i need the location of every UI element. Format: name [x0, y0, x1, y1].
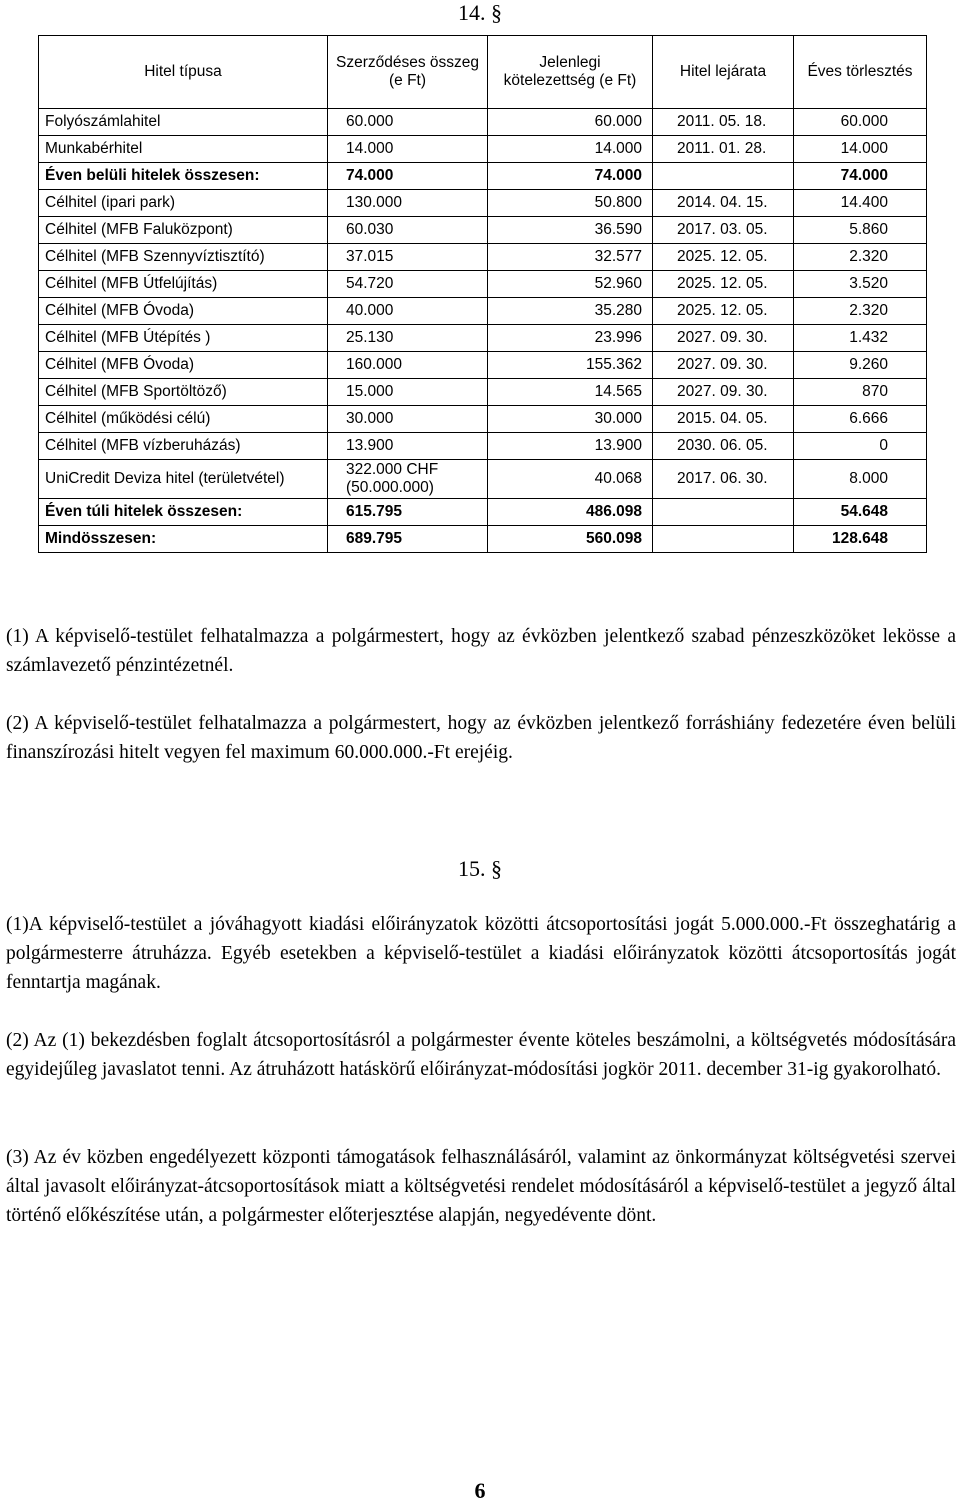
cell-annual-repayment: 2.320	[794, 244, 927, 271]
table-row	[39, 433, 927, 460]
table-row	[39, 352, 927, 379]
cell-loan-type: Munkabérhitel	[39, 136, 328, 163]
table-row	[39, 526, 927, 553]
cell-loan-type: Mindösszesen:	[39, 526, 328, 553]
cell-contract-amount: 54.720	[328, 271, 488, 298]
cell-annual-repayment: 128.648	[794, 526, 927, 553]
cell-loan-type: Célhitel (MFB Sportöltöző)	[39, 379, 328, 406]
cell-maturity: 2011. 05. 18.	[653, 109, 794, 136]
loan-table	[38, 35, 927, 553]
paragraph-15-1: (1)A képviselő-testület a jóváhagyott kiadási előirányzatok közötti átcsoportosítási jogát 5.000.000.-Ft összeghatárig a polgármesterre átruházza. Egyéb esetekben a képviselő-testület a kiadási előirányzatok közötti átcsoportosítás jogát fenntartja magának.	[6, 914, 956, 993]
cell-contract-amount: 13.900	[328, 433, 488, 460]
cell-annual-repayment: 9.260	[794, 352, 927, 379]
header-maturity: Hitel lejárata	[653, 36, 794, 109]
cell-maturity: 2027. 09. 30.	[653, 352, 794, 379]
paragraph-15-2: (2) Az (1) bekezdésben foglalt átcsoportosításról a polgármester évente köteles beszámolni, a költségvetés módosítására egyidejűleg javaslatot tenni. Az átruházott hatáskörű előirányzat-módosítási jogkör 2011. december 31-ig gyakorolható.	[6, 1030, 956, 1080]
cell-current-liability: 14.565	[488, 379, 653, 406]
cell-annual-repayment: 74.000	[794, 163, 927, 190]
table-row	[39, 271, 927, 298]
cell-annual-repayment: 5.860	[794, 217, 927, 244]
cell-contract-amount: 15.000	[328, 379, 488, 406]
cell-annual-repayment: 14.000	[794, 136, 927, 163]
cell-maturity: 2027. 09. 30.	[653, 325, 794, 352]
table-row	[39, 298, 927, 325]
cell-contract-amount: 74.000	[328, 163, 488, 190]
table-row	[39, 406, 927, 433]
table-row	[39, 136, 927, 163]
cell-maturity: 2025. 12. 05.	[653, 271, 794, 298]
cell-current-liability: 52.960	[488, 271, 653, 298]
page-number: 6	[474, 1478, 486, 1503]
table-body	[39, 109, 927, 553]
cell-current-liability: 13.900	[488, 433, 653, 460]
paragraph-15-3: (3) Az év közben engedélyezett központi támogatások felhasználásáról, valamint az önkormányzat költségvetési szervei által javasolt előirányzat-átcsoportosítások miatt a költségvetési rendelet módosításáról a képviselő-testület a jegyző által történő előkészítése után, a polgármester előterjesztése alapján, negyedévente dönt.	[6, 1147, 956, 1226]
paragraph-14-2: (2) A képviselő-testület felhatalmazza a polgármestert, hogy az évközben jelentkező forráshiány fedezetére éven belüli finanszírozási hitelt vegyen fel maximum 60.000.000.-Ft erejéig.	[6, 713, 956, 763]
cell-current-liability: 36.590	[488, 217, 653, 244]
table-row	[39, 379, 927, 406]
cell-current-liability: 35.280	[488, 298, 653, 325]
cell-loan-type: UniCredit Deviza hitel (területvétel)	[39, 460, 328, 499]
cell-loan-type: Célhitel (MFB Óvoda)	[39, 298, 328, 325]
section-15-heading: 15. §	[458, 856, 502, 881]
cell-contract-amount: 14.000	[328, 136, 488, 163]
cell-contract-amount: 322.000 CHF (50.000.000)	[328, 460, 488, 499]
cell-annual-repayment: 1.432	[794, 325, 927, 352]
header-annual-repayment: Éves törlesztés	[794, 36, 927, 109]
table-header-row	[39, 36, 927, 109]
cell-current-liability: 60.000	[488, 109, 653, 136]
cell-maturity: 2017. 06. 30.	[653, 460, 794, 499]
cell-contract-amount: 60.030	[328, 217, 488, 244]
cell-maturity	[653, 163, 794, 190]
cell-maturity: 2015. 04. 05.	[653, 406, 794, 433]
cell-annual-repayment: 2.320	[794, 298, 927, 325]
cell-maturity	[653, 526, 794, 553]
cell-maturity: 2017. 03. 05.	[653, 217, 794, 244]
cell-loan-type: Célhitel (MFB Óvoda)	[39, 352, 328, 379]
cell-current-liability: 155.362	[488, 352, 653, 379]
table-row	[39, 163, 927, 190]
paragraph-14-1: (1) A képviselő-testület felhatalmazza a polgármestert, hogy az évközben jelentkező szabad pénzeszközöket lekösse a számlavezető pénzintézetnél.	[6, 626, 956, 676]
cell-loan-type: Éven túli hitelek összesen:	[39, 499, 328, 526]
table-row	[39, 244, 927, 271]
header-contract-amount: Szerződéses összeg (e Ft)	[328, 36, 488, 109]
cell-contract-amount: 40.000	[328, 298, 488, 325]
cell-loan-type: Folyószámlahitel	[39, 109, 328, 136]
cell-annual-repayment: 14.400	[794, 190, 927, 217]
cell-loan-type: Célhitel (MFB Útépítés )	[39, 325, 328, 352]
cell-maturity	[653, 499, 794, 526]
cell-current-liability: 486.098	[488, 499, 653, 526]
cell-maturity: 2025. 12. 05.	[653, 298, 794, 325]
cell-annual-repayment: 60.000	[794, 109, 927, 136]
cell-annual-repayment: 6.666	[794, 406, 927, 433]
cell-current-liability: 23.996	[488, 325, 653, 352]
table-row	[39, 109, 927, 136]
cell-contract-amount: 37.015	[328, 244, 488, 271]
table-row	[39, 190, 927, 217]
cell-loan-type: Célhitel (MFB Szennyvíztisztító)	[39, 244, 328, 271]
cell-loan-type: Célhitel (működési célú)	[39, 406, 328, 433]
cell-loan-type: Célhitel (MFB Faluközpont)	[39, 217, 328, 244]
cell-current-liability: 50.800	[488, 190, 653, 217]
header-current-liability: Jelenlegi kötelezettség (e Ft)	[488, 36, 653, 109]
cell-contract-amount: 30.000	[328, 406, 488, 433]
cell-contract-amount: 130.000	[328, 190, 488, 217]
cell-current-liability: 74.000	[488, 163, 653, 190]
cell-current-liability: 14.000	[488, 136, 653, 163]
table-row	[39, 325, 927, 352]
cell-maturity: 2014. 04. 15.	[653, 190, 794, 217]
cell-maturity: 2027. 09. 30.	[653, 379, 794, 406]
cell-annual-repayment: 54.648	[794, 499, 927, 526]
table-row	[39, 217, 927, 244]
cell-annual-repayment: 8.000	[794, 460, 927, 499]
cell-loan-type: Célhitel (MFB Útfelújítás)	[39, 271, 328, 298]
cell-contract-amount: 689.795	[328, 526, 488, 553]
cell-maturity: 2011. 01. 28.	[653, 136, 794, 163]
cell-current-liability: 32.577	[488, 244, 653, 271]
cell-loan-type: Célhitel (ipari park)	[39, 190, 328, 217]
cell-maturity: 2025. 12. 05.	[653, 244, 794, 271]
section-14-heading: 14. §	[458, 0, 502, 25]
header-loan-type: Hitel típusa	[39, 36, 328, 109]
cell-contract-amount: 615.795	[328, 499, 488, 526]
cell-contract-amount: 160.000	[328, 352, 488, 379]
cell-current-liability: 30.000	[488, 406, 653, 433]
cell-loan-type: Célhitel (MFB vízberuházás)	[39, 433, 328, 460]
table-row	[39, 460, 927, 499]
cell-annual-repayment: 3.520	[794, 271, 927, 298]
cell-contract-amount: 60.000	[328, 109, 488, 136]
cell-annual-repayment: 870	[794, 379, 927, 406]
cell-loan-type: Éven belüli hitelek összesen:	[39, 163, 328, 190]
cell-annual-repayment: 0	[794, 433, 927, 460]
cell-maturity: 2030. 06. 05.	[653, 433, 794, 460]
cell-current-liability: 560.098	[488, 526, 653, 553]
cell-contract-amount: 25.130	[328, 325, 488, 352]
table-row	[39, 499, 927, 526]
cell-current-liability: 40.068	[488, 460, 653, 499]
